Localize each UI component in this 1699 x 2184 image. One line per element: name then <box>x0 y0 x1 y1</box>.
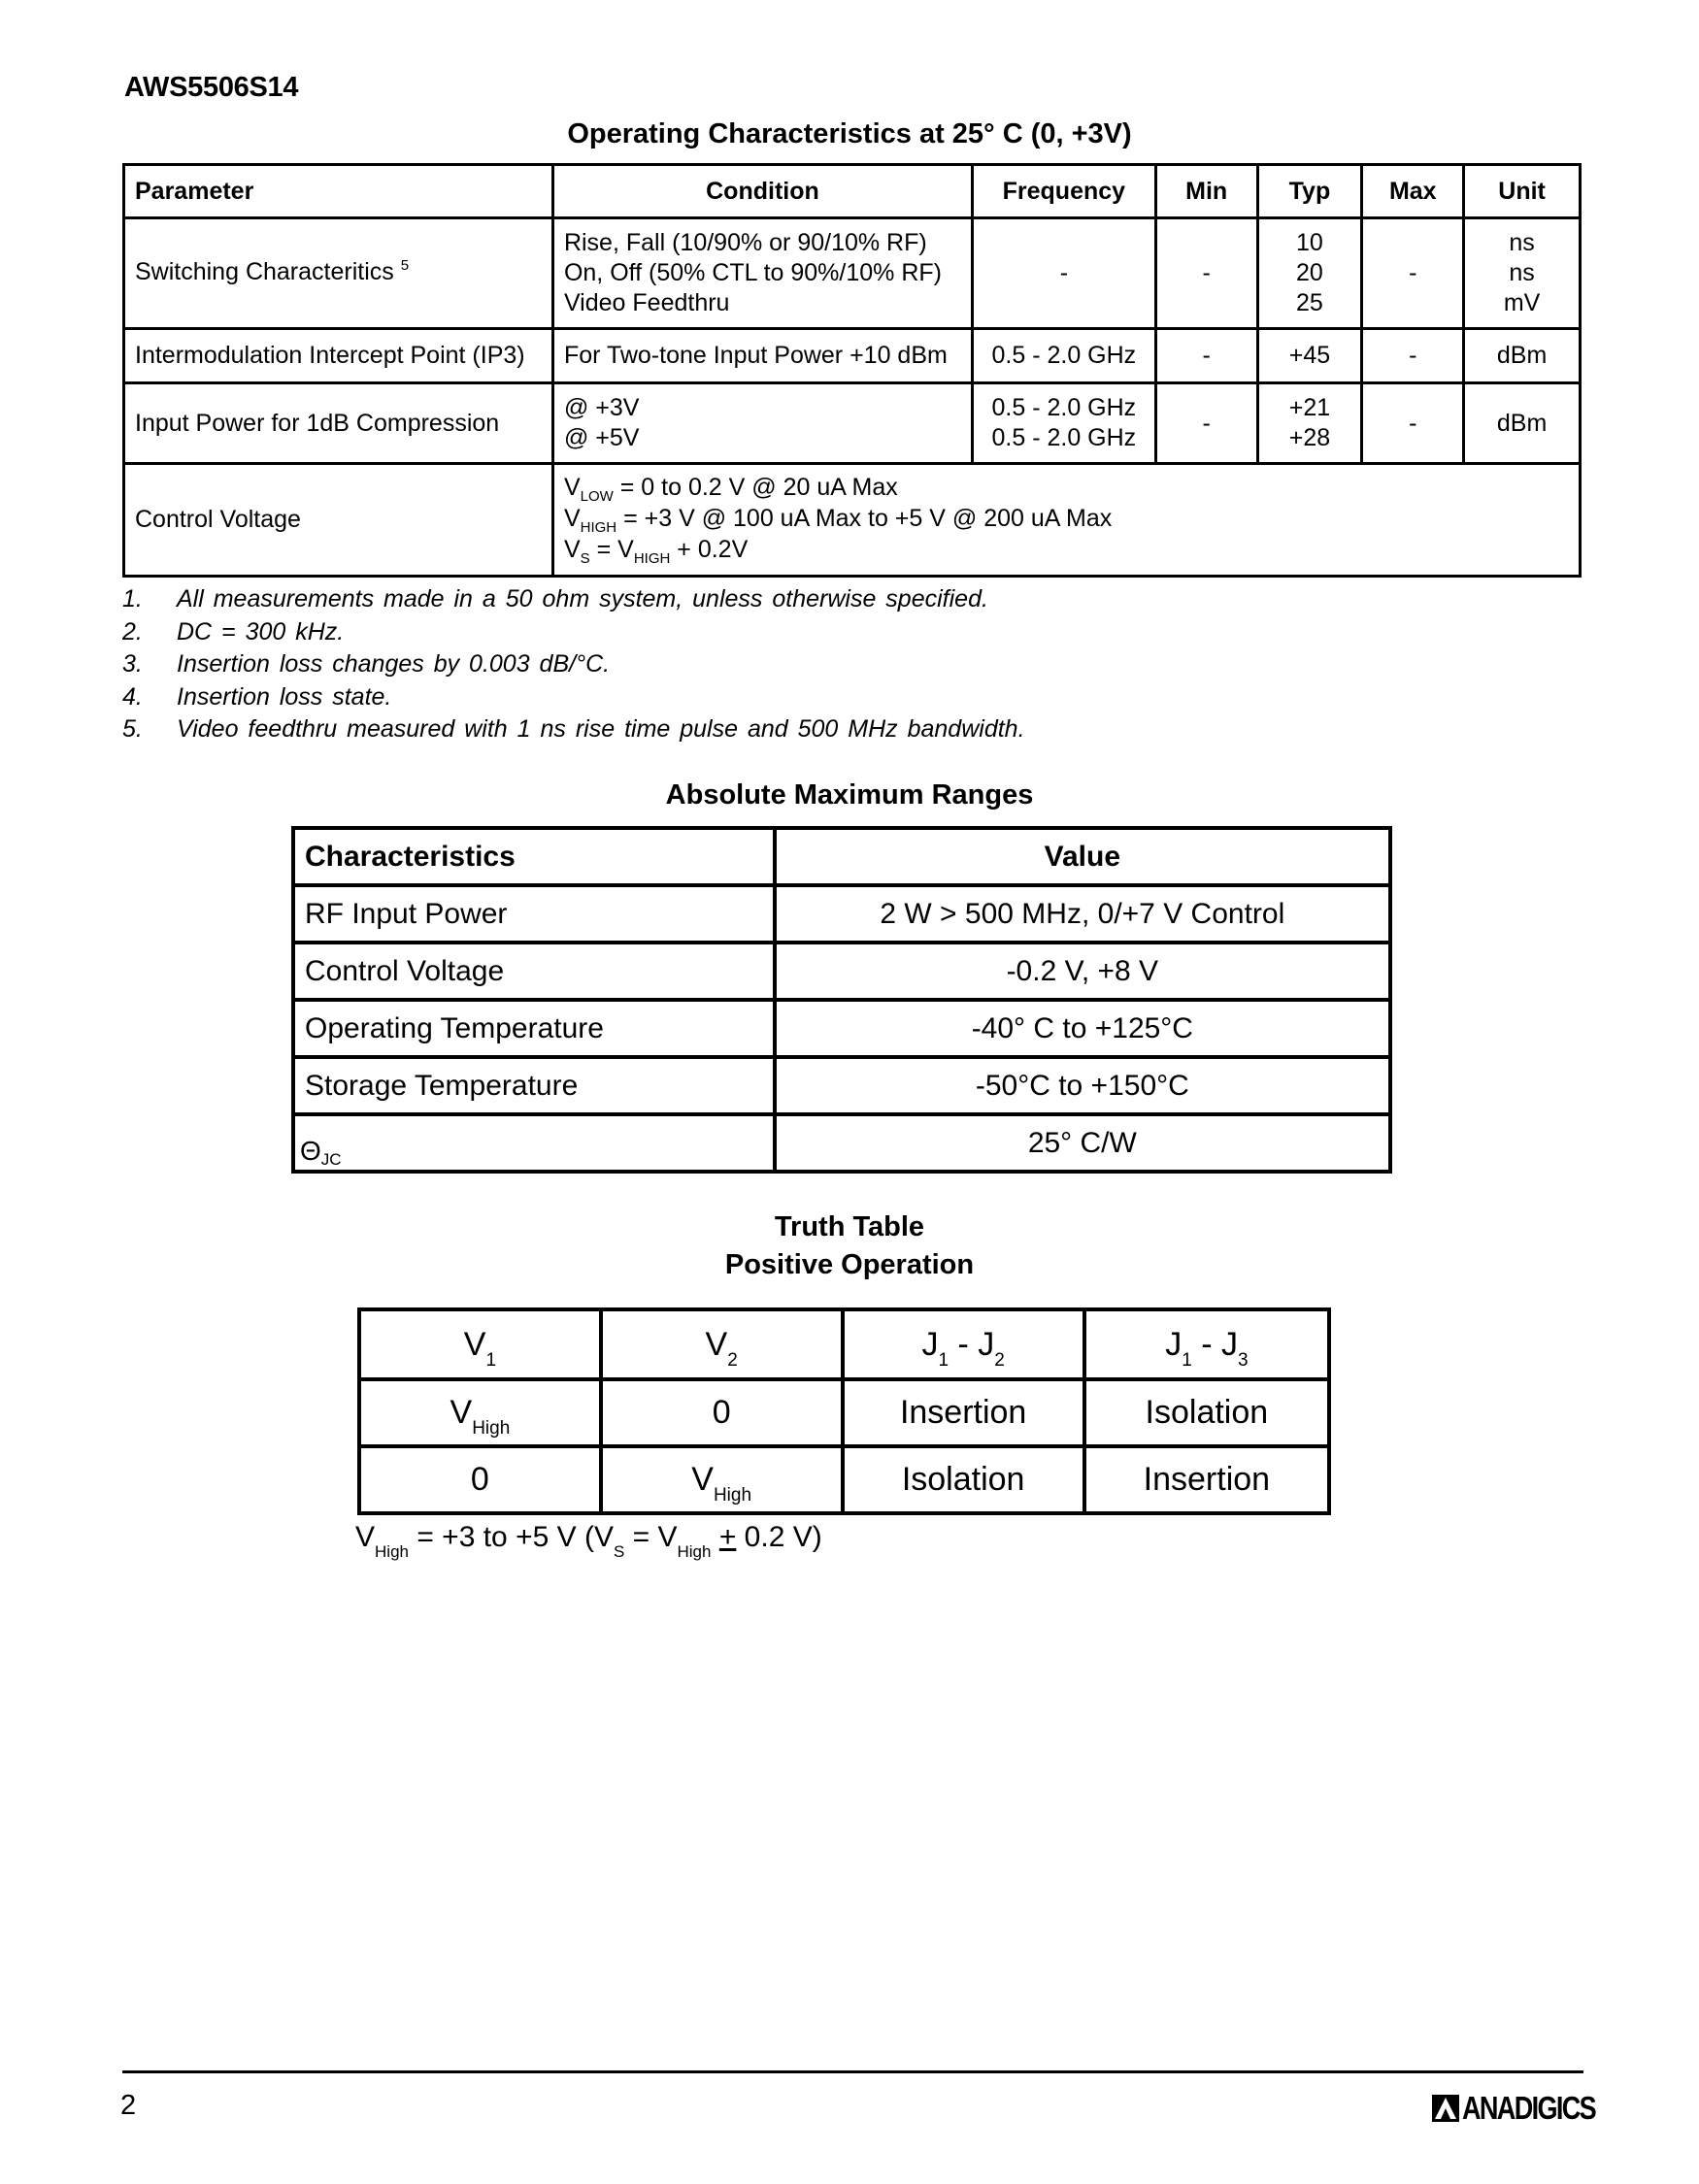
operating-characteristics-title: Operating Characteristics at 25° C (0, +3V) <box>567 118 1132 149</box>
header-max: Max <box>1362 165 1464 218</box>
frequency-p1db: 0.5 - 2.0 GHz 0.5 - 2.0 GHz <box>972 383 1155 464</box>
table-row <box>124 464 1581 577</box>
header-frequency: Frequency <box>972 165 1155 218</box>
typ-switching: 10 20 25 <box>1257 218 1362 329</box>
condition-switching: Rise, Fall (10/90% or 90/10% RF) On, Off (50% CTL to 90%/10% RF) Video Feedthru <box>552 218 972 329</box>
absolute-maximum-title: Absolute Maximum Ranges <box>665 779 1034 811</box>
table-header-row <box>359 1309 1329 1379</box>
condition-ip3: For Two-tone Input Power +10 dBm <box>552 329 972 383</box>
anadigics-logo-icon <box>1431 2094 1460 2123</box>
max-p1db: - <box>1362 383 1464 464</box>
header-min: Min <box>1155 165 1257 218</box>
operating-characteristics-table <box>122 163 1582 578</box>
frequency-ip3: 0.5 - 2.0 GHz <box>972 329 1155 383</box>
table-row <box>124 383 1581 464</box>
header-condition: Condition <box>552 165 972 218</box>
param-control-voltage: Control Voltage <box>124 464 553 577</box>
footnotes <box>122 583 1025 746</box>
table-row: $\Theta_{JC}$ 25° C/W <box>293 1114 1390 1172</box>
header-unit: Unit <box>1464 165 1581 218</box>
min-ip3: - <box>1155 329 1257 383</box>
header-parameter: Parameter <box>124 165 553 218</box>
table-row <box>124 218 1581 329</box>
header-v2: $V_2$ <box>601 1309 843 1379</box>
table-header-row <box>124 165 1581 218</box>
list-item: 5. Video feedthru measured with 1 ns rise time pulse and 500 MHz bandwidth. <box>122 715 1025 743</box>
min-p1db: - <box>1155 383 1257 464</box>
truth-table <box>357 1307 1331 1515</box>
table-row: $V_{High}$ 0 Insertion Isolation <box>359 1379 1329 1446</box>
header-j1-j2: $J_1 - J_2$ <box>843 1309 1084 1379</box>
typ-ip3: +45 <box>1257 329 1362 383</box>
min-switching: - <box>1155 218 1257 329</box>
truth-table-title: Truth Table <box>774 1211 925 1242</box>
max-ip3: - <box>1362 329 1464 383</box>
list-item: 1. All measurements made in a 50 ohm system, unless otherwise specified. <box>122 585 988 612</box>
unit-p1db: dBm <box>1464 383 1581 464</box>
table-row: Storage Temperature -50°C to +150°C <box>293 1057 1390 1114</box>
header-characteristics: Characteristics <box>293 828 775 885</box>
table-row: 0 $V_{High}$ Isolation Insertion <box>359 1446 1329 1513</box>
truth-table-subtitle: Positive Operation <box>724 1249 975 1280</box>
document-title: AWS5506S14 <box>124 72 299 103</box>
theta-jc: $\Theta_{JC}$ <box>293 1114 775 1172</box>
unit-switching: ns ns mV <box>1464 218 1581 329</box>
header-j1-j3: $J_1 - J_3$ <box>1084 1309 1329 1379</box>
condition-p1db: @ +3V @ +5V <box>552 383 972 464</box>
param-switching: Switching Characteritics $^5$ <box>124 218 553 329</box>
truth-table-note: $V_{High} = +3$ to +5 V ($V_S = V_{High} + 0.2$ V) <box>355 1521 822 1561</box>
frequency-switching: - <box>972 218 1155 329</box>
table-header-row <box>293 828 1390 885</box>
list-item: 2. DC = 300 kHz. <box>122 617 345 645</box>
page-number: 2 <box>120 2090 137 2121</box>
list-item: 3. Insertion loss changes by 0.003 dB/°C. <box>122 650 611 678</box>
max-switching: - <box>1362 218 1464 329</box>
footnote-ref: 5 <box>400 256 410 274</box>
header-value: Value <box>775 828 1390 885</box>
table-row <box>124 329 1581 383</box>
table-row: Operating Temperature -40° C to +125°C <box>293 1000 1390 1057</box>
header-typ: Typ <box>1257 165 1362 218</box>
list-item: 4. Insertion loss state. <box>122 682 392 711</box>
logo-text: ANADIGICS <box>1462 2090 1596 2126</box>
param-ip3: Intermodulation Intercept Point (IP3) <box>124 329 553 383</box>
absolute-maximum-table <box>291 826 1392 1174</box>
control-voltage-spec: $V_{LOW} = 0$ to 0.2 V @ 20 uA Max $V_{HIGH} = +3$ V @ 100 uA Max to +5 V @ 200 uA Max $V_S = V_{HIGH} + 0.2V$ <box>552 464 1580 577</box>
header-v1: $V_1$ <box>359 1309 601 1379</box>
param-p1db: Input Power for 1dB Compression <box>124 383 553 464</box>
table-row: RF Input Power 2 W > 500 MHz, 0/+7 V Control <box>293 885 1390 943</box>
footer-divider <box>122 2070 1583 2073</box>
typ-p1db: +21 +28 <box>1257 383 1362 464</box>
unit-ip3: dBm <box>1464 329 1581 383</box>
table-row: Control Voltage -0.2 V, +8 V <box>293 943 1390 1000</box>
company-logo <box>1431 2089 1624 2128</box>
